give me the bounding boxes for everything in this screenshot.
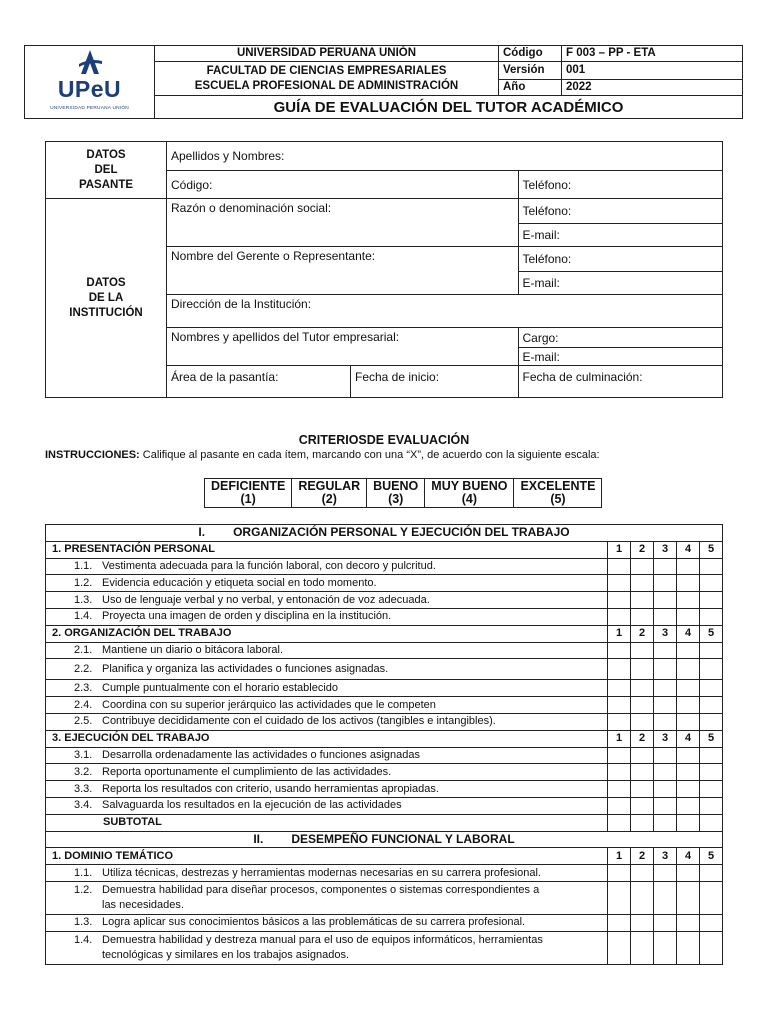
rating-cell[interactable]	[631, 881, 654, 914]
rating-cell[interactable]	[608, 747, 631, 764]
table-row	[46, 592, 723, 609]
razon-social-field[interactable]: Razón o denominación social:	[167, 199, 519, 247]
item-text	[46, 608, 608, 625]
rating-cell[interactable]	[608, 865, 631, 882]
table-row	[46, 914, 723, 931]
rating-cell[interactable]	[677, 881, 700, 914]
rating-cell[interactable]	[631, 865, 654, 882]
rating-cell[interactable]	[700, 781, 723, 798]
rating-cell[interactable]	[700, 642, 723, 659]
rating-cell[interactable]	[654, 592, 677, 609]
rating-cell[interactable]	[677, 575, 700, 592]
item-label: Reporta oportunamente el cumplimiento de las actividades.	[102, 765, 392, 778]
institucion-label-l2: DE LA	[88, 291, 124, 304]
rating-cell[interactable]	[654, 575, 677, 592]
table-row	[46, 659, 723, 680]
item-label: Mantiene un diario o bitácora laboral.	[102, 643, 284, 656]
rating-cell[interactable]	[654, 608, 677, 625]
item-text	[46, 659, 608, 680]
item-label: Uso de lenguaje verbal y no verbal, y entonación de voz adecuada.	[102, 593, 430, 606]
rating-scale	[204, 478, 602, 508]
item-number: 2.5.	[74, 715, 93, 728]
scale-value: (5)	[550, 492, 566, 506]
guide-title: GUÍA DE EVALUACIÓN DEL TUTOR ACADÉMICO	[155, 96, 743, 119]
scale-item	[205, 479, 292, 508]
table-row	[46, 931, 723, 964]
rating-cell[interactable]	[700, 558, 723, 575]
area-field[interactable]: Área de la pasantía:	[167, 366, 351, 398]
scale-label: REGULAR	[298, 479, 361, 493]
category-header: 3. EJECUCIÓN DEL TRABAJO	[46, 730, 608, 747]
rating-number: 1	[608, 625, 631, 642]
rating-cell[interactable]	[677, 713, 700, 730]
item-number: 1.2.	[74, 883, 93, 896]
rating-cell[interactable]	[677, 914, 700, 931]
scale-label: EXCELENTE	[520, 479, 596, 493]
institucion-email-field[interactable]: E-mail:	[518, 224, 722, 247]
rating-cell[interactable]	[677, 659, 700, 680]
table-row	[46, 814, 723, 831]
rating-cell[interactable]	[608, 764, 631, 781]
item-text	[46, 881, 608, 914]
school-name: ESCUELA PROFESIONAL DE ADMINISTRACIÓN	[194, 79, 459, 92]
rating-cell[interactable]	[631, 642, 654, 659]
table-row	[46, 747, 723, 764]
rating-cell[interactable]	[631, 914, 654, 931]
scale-item	[367, 479, 425, 508]
rating-cell[interactable]	[700, 865, 723, 882]
item-text	[46, 642, 608, 659]
item-text	[46, 797, 608, 814]
item-label: Desarrolla ordenadamente las actividades o funciones asignadas	[102, 748, 420, 761]
rating-cell[interactable]	[631, 781, 654, 798]
scale-value: (3)	[388, 492, 404, 506]
rating-number: 4	[677, 730, 700, 747]
rating-cell[interactable]	[608, 697, 631, 714]
item-label: Vestimenta adecuada para la función laboral, con decoro y pulcritud.	[102, 559, 436, 572]
table-row	[46, 781, 723, 798]
rating-cell[interactable]	[654, 697, 677, 714]
item-label: Planifica y organiza las actividades o funciones asignadas.	[102, 662, 389, 675]
scale-item	[292, 479, 367, 508]
section-2-roman: II.	[253, 831, 264, 846]
rating-cell[interactable]	[677, 747, 700, 764]
rating-cell[interactable]	[608, 781, 631, 798]
rating-cell[interactable]	[631, 764, 654, 781]
rating-cell[interactable]	[677, 865, 700, 882]
rating-cell[interactable]	[608, 608, 631, 625]
rating-cell[interactable]	[608, 680, 631, 697]
gerente-field[interactable]: Nombre del Gerente o Representante:	[167, 247, 519, 295]
rating-cell[interactable]	[700, 575, 723, 592]
table-row	[46, 608, 723, 625]
institucion-label-l3: INSTITUCIÓN	[69, 306, 143, 319]
item-text	[46, 764, 608, 781]
rating-cell[interactable]	[608, 575, 631, 592]
rating-cell[interactable]	[608, 914, 631, 931]
scale-item	[514, 479, 602, 508]
rating-cell[interactable]	[700, 697, 723, 714]
fecha-fin-field[interactable]: Fecha de culminación:	[518, 366, 722, 398]
item-number: 2.4.	[74, 698, 93, 711]
item-text	[46, 558, 608, 575]
rating-cell[interactable]	[631, 659, 654, 680]
item-number: 1.3.	[74, 916, 93, 929]
rating-cell[interactable]	[677, 931, 700, 964]
logo-text: UPeU	[57, 76, 122, 102]
item-label: Demuestra habilidad para diseñar procesos, componentes o sistemas correspondientes a	[102, 883, 540, 896]
year-value: 2022	[562, 80, 743, 96]
rating-number: 5	[700, 625, 723, 642]
data-form	[45, 141, 723, 398]
rating-cell[interactable]	[654, 781, 677, 798]
item-label-cont: tecnológicas y similares en los trabajos asignados.	[102, 948, 350, 961]
rating-cell[interactable]	[654, 865, 677, 882]
institucion-phone-field[interactable]: Teléfono:	[518, 199, 722, 224]
logo-subtext: UNIVERSIDAD PERUANA UNIÓN	[50, 106, 129, 111]
rating-cell[interactable]	[631, 575, 654, 592]
rating-number: 2	[631, 541, 654, 558]
rating-cell[interactable]	[608, 642, 631, 659]
rating-number: 1	[608, 541, 631, 558]
item-number: 1.1.	[74, 559, 93, 572]
subtotal-label: SUBTOTAL	[46, 814, 608, 831]
rating-cell[interactable]	[631, 797, 654, 814]
faculty-name: FACULTAD DE CIENCIAS EMPRESARIALES	[206, 64, 447, 77]
version-label: Versión	[499, 62, 562, 80]
table-row	[46, 558, 723, 575]
pasante-label-l2: DEL	[94, 163, 118, 176]
rating-cell[interactable]	[677, 642, 700, 659]
rating-cell[interactable]	[608, 881, 631, 914]
item-text	[46, 713, 608, 730]
item-label: Reporta los resultados con criterio, usando herramientas apropiadas.	[102, 782, 439, 795]
rating-cell[interactable]	[677, 814, 700, 831]
section-1-title: ORGANIZACIÓN PERSONAL Y EJECUCIÓN DEL TRABAJO	[233, 525, 570, 540]
scale-label: MUY BUENO	[431, 479, 508, 493]
table-row	[46, 797, 723, 814]
gerente-phone-field[interactable]: Teléfono:	[518, 247, 722, 272]
pasante-label-l3: PASANTE	[78, 178, 134, 191]
rating-cell[interactable]	[608, 931, 631, 964]
evaluation-table	[45, 524, 723, 965]
category-header: 2. ORGANIZACIÓN DEL TRABAJO	[46, 625, 608, 642]
rating-number: 2	[631, 625, 654, 642]
rating-cell[interactable]	[700, 659, 723, 680]
rating-cell[interactable]	[700, 608, 723, 625]
item-number: 3.4.	[74, 799, 93, 812]
item-number: 1.1.	[74, 866, 93, 879]
section-1-header	[46, 525, 723, 542]
table-row	[46, 642, 723, 659]
tutor-cargo-field[interactable]: Cargo:	[518, 328, 722, 348]
section-1-roman: I.	[198, 525, 206, 540]
rating-cell[interactable]	[631, 680, 654, 697]
pasante-code-field[interactable]: Código:	[167, 171, 519, 199]
rating-cell[interactable]	[631, 713, 654, 730]
rating-cell[interactable]	[631, 558, 654, 575]
rating-cell[interactable]	[700, 592, 723, 609]
rating-cell[interactable]	[654, 659, 677, 680]
rating-number: 1	[608, 848, 631, 865]
rating-cell[interactable]	[654, 814, 677, 831]
item-label: Cumple puntualmente con el horario establecido	[102, 681, 339, 694]
rating-cell[interactable]	[677, 764, 700, 781]
rating-cell[interactable]	[631, 697, 654, 714]
rating-number: 1	[608, 730, 631, 747]
pasante-names-field[interactable]: Apellidos y Nombres:	[167, 142, 723, 171]
rating-cell[interactable]	[677, 558, 700, 575]
rating-cell[interactable]	[700, 797, 723, 814]
table-row	[46, 680, 723, 697]
rating-cell[interactable]	[654, 747, 677, 764]
university-name: UNIVERSIDAD PERUANA UNIÓN	[155, 46, 499, 62]
category-header: 1. PRESENTACIÓN PERSONAL	[46, 541, 608, 558]
item-text	[46, 592, 608, 609]
rating-cell[interactable]	[631, 747, 654, 764]
rating-cell[interactable]	[654, 764, 677, 781]
item-number: 1.3.	[74, 593, 93, 606]
rating-number: 5	[700, 541, 723, 558]
item-number: 2.1.	[74, 643, 93, 656]
rating-cell[interactable]	[608, 797, 631, 814]
rating-cell[interactable]	[700, 881, 723, 914]
table-row	[46, 865, 723, 882]
document-header	[24, 45, 743, 119]
institucion-label	[46, 199, 167, 398]
item-label: Coordina con su superior jerárquico las actividades que le competen	[102, 698, 436, 711]
rating-cell[interactable]	[677, 592, 700, 609]
rating-cell[interactable]	[654, 713, 677, 730]
table-row	[46, 575, 723, 592]
item-text	[46, 680, 608, 697]
item-text	[46, 914, 608, 931]
item-label: Salvaguarda los resultados en la ejecución de las actividades	[102, 799, 402, 812]
institucion-label-l1: DATOS	[86, 276, 126, 289]
rating-cell[interactable]	[654, 881, 677, 914]
item-text	[46, 575, 608, 592]
rating-number: 4	[677, 848, 700, 865]
scale-label: BUENO	[373, 479, 419, 493]
rating-number: 3	[654, 625, 677, 642]
item-label: Evidencia educación y etiqueta social en todo momento.	[102, 576, 377, 589]
scale-value: (4)	[461, 492, 477, 506]
rating-cell[interactable]	[654, 797, 677, 814]
pasante-label-l1: DATOS	[86, 148, 126, 161]
rating-number: 3	[654, 730, 677, 747]
code-label: Código	[499, 46, 562, 62]
rating-cell[interactable]	[654, 558, 677, 575]
spacer	[722, 366, 723, 398]
rating-cell[interactable]	[608, 558, 631, 575]
instructions-text: Califique al pasante en cada ítem, marcando con una “X”, de acuerdo con la siguiente escala:	[139, 449, 600, 461]
scale-label: DEFICIENTE	[211, 479, 286, 493]
rating-number: 5	[700, 848, 723, 865]
item-number: 1.4.	[74, 610, 93, 623]
instructions-label: INSTRUCCIONES:	[45, 449, 140, 461]
item-number: 2.3.	[74, 681, 93, 694]
scale-value: (2)	[321, 492, 337, 506]
rating-number: 5	[700, 730, 723, 747]
section-2-title: DESEMPEÑO FUNCIONAL Y LABORAL	[291, 831, 515, 846]
rating-cell[interactable]	[654, 642, 677, 659]
code-value: F 003 – PP - ETA	[562, 46, 743, 62]
rating-cell[interactable]	[677, 781, 700, 798]
table-row	[46, 697, 723, 714]
item-label: Contribuye decididamente con el cuidado de los activos (tangibles e intangibles).	[102, 715, 496, 728]
item-number: 3.2.	[74, 765, 93, 778]
scale-value: (1)	[240, 492, 256, 506]
item-text	[46, 747, 608, 764]
year-label: Año	[499, 80, 562, 96]
rating-cell[interactable]	[631, 814, 654, 831]
tutor-field[interactable]: Nombres y apellidos del Tutor empresarial:	[167, 328, 519, 366]
category-header: 1. DOMINIO TEMÁTICO	[46, 848, 608, 865]
upeu-a-icon	[75, 48, 105, 78]
item-text	[46, 697, 608, 714]
item-text	[46, 781, 608, 798]
rating-cell[interactable]	[608, 592, 631, 609]
rating-cell[interactable]	[631, 931, 654, 964]
rating-number: 4	[677, 541, 700, 558]
criterios-title: CRITERIOSDE EVALUACIÓN	[298, 433, 470, 447]
item-text	[46, 931, 608, 964]
rating-number: 4	[677, 625, 700, 642]
rating-cell[interactable]	[700, 914, 723, 931]
rating-number: 3	[654, 848, 677, 865]
item-text	[46, 865, 608, 882]
item-label: Demuestra habilidad y destreza manual para el uso de equipos informáticos, herramientas	[102, 933, 543, 946]
item-number: 3.3.	[74, 782, 93, 795]
scale-item	[425, 479, 514, 508]
rating-number: 2	[631, 848, 654, 865]
tutor-email-field[interactable]: E-mail:	[518, 348, 722, 366]
item-number: 2.2.	[74, 662, 93, 675]
rating-cell[interactable]	[700, 814, 723, 831]
rating-number: 2	[631, 730, 654, 747]
item-number: 1.4.	[74, 933, 93, 946]
table-row	[46, 764, 723, 781]
rating-cell[interactable]	[608, 814, 631, 831]
item-label: Proyecta una imagen de orden y disciplina en la institución.	[102, 610, 392, 623]
pasante-label	[46, 142, 167, 199]
rating-cell[interactable]	[700, 931, 723, 964]
fecha-inicio-field[interactable]: Fecha de inicio:	[351, 366, 519, 398]
rating-cell[interactable]	[608, 659, 631, 680]
item-label: Logra aplicar sus conocimientos básicos a las problemáticas de su carrera profesional.	[102, 916, 526, 929]
rating-cell[interactable]	[677, 697, 700, 714]
university-logo	[27, 48, 152, 116]
rating-cell[interactable]	[631, 592, 654, 609]
faculty-school	[155, 62, 499, 96]
rating-cell[interactable]	[631, 608, 654, 625]
rating-number: 3	[654, 541, 677, 558]
rating-cell[interactable]	[700, 764, 723, 781]
item-number: 3.1.	[74, 748, 93, 761]
version-value: 001	[562, 62, 743, 80]
rating-cell[interactable]	[654, 931, 677, 964]
item-label: Utiliza técnicas, destrezas y herramientas modernas necesarias en su carrera profesional.	[102, 866, 541, 879]
item-label-cont: las necesidades.	[102, 898, 184, 911]
rating-cell[interactable]	[677, 608, 700, 625]
item-number: 1.2.	[74, 576, 93, 589]
direccion-field[interactable]: Dirección de la Institución:	[167, 295, 723, 328]
rating-cell[interactable]	[608, 713, 631, 730]
rating-cell[interactable]	[677, 680, 700, 697]
section-2-header	[46, 831, 723, 848]
rating-cell[interactable]	[700, 680, 723, 697]
rating-cell[interactable]	[654, 914, 677, 931]
gerente-email-field[interactable]: E-mail:	[518, 272, 722, 295]
table-row	[46, 713, 723, 730]
rating-cell[interactable]	[700, 713, 723, 730]
table-row	[46, 881, 723, 914]
instructions	[45, 449, 600, 461]
logo-cell	[25, 46, 155, 119]
rating-cell[interactable]	[677, 797, 700, 814]
rating-cell[interactable]	[654, 680, 677, 697]
pasante-phone-field[interactable]: Teléfono:	[518, 171, 722, 199]
rating-cell[interactable]	[700, 747, 723, 764]
